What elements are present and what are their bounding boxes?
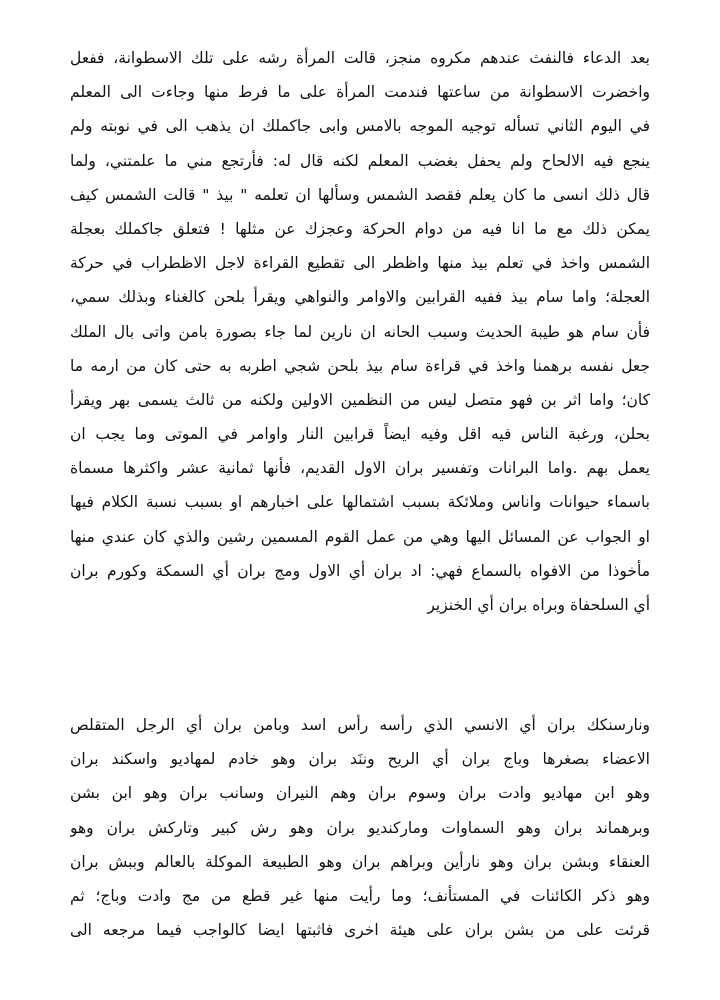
text-line: الاعضاء بصغرها وباج بران أي الريح وننَد بران وهو خادم لمهاديو واسكند بران xyxy=(70,750,650,769)
paragraph-2 xyxy=(70,708,650,947)
text-line: باسماء حيوانات واناس وملائكة بسبب اشتمالها على اخبارهم او بسبب نسبة الكلام فيها xyxy=(70,493,650,512)
text-line: وهو ذكر الكائنات في المستأنف؛ وما رأيت منها غير قطع من مج وادت وباج؛ ثم xyxy=(70,886,650,905)
text-line: فأن سام هو طيبة الحديث وسبب الحانه ان نارين لما جاء بصورة بامن واتى بال الملك xyxy=(70,322,650,341)
text-line: قرئت على من بشن بران على هيئة اخرى فاثبتها ايضا كالواجب فيما مرجعه الى xyxy=(70,921,650,940)
text-line: قال ذلك انسى ما كان يعلم فقصد الشمس وسألها ان تعلمه " بيذ " قالت الشمس كيف xyxy=(70,185,650,204)
text-line: بحلن، ورغبة الناس فيه اقل وفيه ايضاً قرابين النار واوامر في الموتى وما يجب ان xyxy=(70,425,650,444)
text-line: جعل نفسه برهمنا واخذ في قراءة سام بيذ بلحن شجي اطربه به حتى كان من ارمه ما xyxy=(70,356,650,375)
text-line: بعد الدعاء فالنفث عندهم مكروه منجز، قالت المرأة رشه على تلك الاسطوانة، ففعل xyxy=(70,49,650,67)
text-line: الشمس واخذ في تعلم بيذ منها واظطر الى تقطيع القراءة لاجل الاظطراب في حركة xyxy=(70,254,650,273)
text-line: العجلة؛ واما سام بيذ ففيه القرابين والاوامر والنواهي ويقرأ بلحن كالغناء وبذلك سمي، xyxy=(70,288,650,307)
text-line: أي السلحفاة وبراه بران أي الخنزير xyxy=(427,596,650,614)
text-line: وهو ابن مهاديو وادت بران وسوم بران وهم النيران وسانب بران وهو ابن بشن xyxy=(70,784,650,803)
text-line: العنقاء وبشن بران وهو نارأين وبراهم بران وهو الطبيعة الموكلة بالعالم وببش بران xyxy=(70,852,650,871)
text-line: يمكن ذلك مع ما انا فيه من دوام الحركة وعجزك عن مثلها ! فتعلق جاكملك بعجلة xyxy=(70,219,650,238)
paragraph-1 xyxy=(70,41,650,622)
text-line: ينجع فيه الالحاح ولم يحفل بغضب المعلم لكنه قال له: فأرتجع مني ما علمتني، ولما xyxy=(70,151,650,170)
text-line: كان؛ واما اثر بن فهو متصل ليس من النظمين الاولين ولكنه من ثالث يسمى بهر ويقرأ xyxy=(70,390,650,409)
text-line: او الجواب عن المسائل اليها وهي من عمل القوم المسمين رشين والذي كان عندي منها xyxy=(70,527,650,546)
text-line: وبرهماند بران وهو السماوات وماركنديو بران وهو رش كبير وتاركش بران وهو xyxy=(70,818,650,837)
text-line: مأخوذا من الافواه بالسماع فهي: اد بران أي الاول ومج بران أي السمكة وكورم بران xyxy=(70,561,650,580)
text-line: ونارسنكك بران أي الانسي الذي رأسه رأس اسد وبامن بران أي الرجل المتقلص xyxy=(70,716,650,734)
text-line: في اليوم الثاني تسأله توجيه الموجه بالامس وابى جاكملك ان يذهب الى في نوبته ولم xyxy=(70,117,650,136)
text-line: يعمل بهم .واما البرانات وتفسير بران الاول القديم، فأنها ثمانية عشر واكثرها مسماة xyxy=(70,459,650,478)
text-line: واخضرت الاسطوانة من ساعتها فندمت المرأة على ما فرط منها وجاءت الى المعلم xyxy=(70,83,650,102)
